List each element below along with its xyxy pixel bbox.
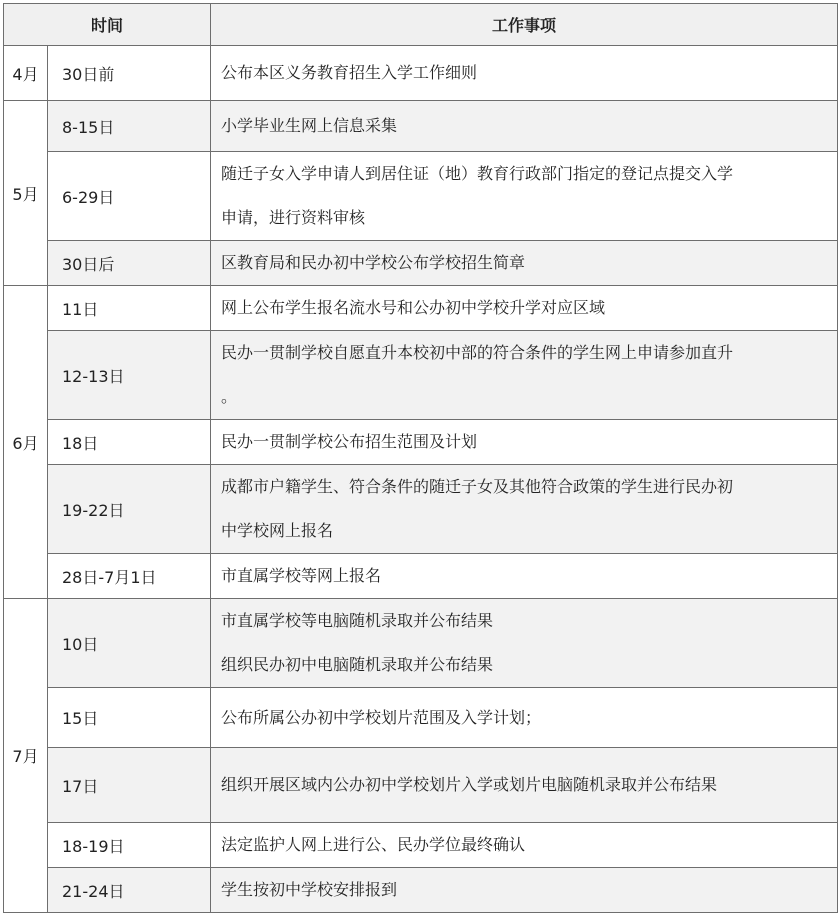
date-cell: 21-24日: [48, 868, 211, 913]
task-line: 公布所属公办初中学校划片范围及入学计划；: [221, 707, 542, 727]
date-cell: 8-15日: [48, 101, 211, 152]
task-cell: [211, 286, 838, 331]
task-line: 民办一贯制学校自愿直升本校初中部的符合条件的学生网上申请参加直升: [221, 343, 734, 362]
table-row: [4, 152, 838, 241]
task-cell: [211, 420, 838, 465]
date-cell: 30日前: [48, 46, 211, 101]
table-row: [4, 286, 838, 331]
table-row: [4, 465, 838, 554]
header-time: 时间: [4, 4, 211, 46]
task-line: 市直属学校等网上报名: [221, 566, 382, 585]
date-cell: 19-22日: [48, 465, 211, 554]
month-cell: 5月: [4, 101, 48, 286]
schedule-table: [3, 3, 838, 913]
table-row: [4, 101, 838, 152]
month-cell: 6月: [4, 286, 48, 599]
task-cell: [211, 152, 838, 241]
task-line: 小学毕业生网上信息采集: [221, 116, 398, 135]
task-line: 随迁子女入学申请人到居住证（地）教育行政部门指定的登记点提交入学: [221, 164, 734, 183]
date-cell: 17日: [48, 748, 211, 823]
table-row: [4, 554, 838, 599]
task-cell: [211, 101, 838, 152]
task-line: 申请，进行资料审核: [221, 208, 366, 227]
task-line: 市直属学校等电脑随机录取并公布结果: [221, 611, 494, 630]
table-row: [4, 748, 838, 823]
month-cell: 4月: [4, 46, 48, 101]
header-row: [4, 4, 838, 46]
task-line: 法定监护人网上进行公、民办学位最终确认: [221, 835, 526, 854]
task-line: 成都市户籍学生、符合条件的随迁子女及其他符合政策的学生进行民办初: [221, 477, 734, 496]
date-cell: 18-19日: [48, 823, 211, 868]
task-cell: [211, 688, 838, 748]
table-row: [4, 599, 838, 688]
task-cell: [211, 331, 838, 420]
schedule-body: [4, 46, 838, 913]
task-line: 中学校网上报名: [221, 521, 334, 540]
task-line: 学生按初中学校安排报到: [221, 880, 398, 899]
task-line: 网上公布学生报名流水号和公办初中学校升学对应区域: [221, 298, 606, 317]
table-row: [4, 688, 838, 748]
task-cell: [211, 465, 838, 554]
task-cell: [211, 868, 838, 913]
task-line: 区教育局和民办初中学校公布学校招生简章: [221, 253, 526, 272]
task-cell: [211, 599, 838, 688]
month-cell: 7月: [4, 599, 48, 913]
task-line: 民办一贯制学校公布招生范围及计划: [221, 432, 478, 451]
task-cell: [211, 554, 838, 599]
date-cell: 18日: [48, 420, 211, 465]
date-cell: 30日后: [48, 241, 211, 286]
table-row: [4, 823, 838, 868]
task-cell: [211, 823, 838, 868]
date-cell: 12-13日: [48, 331, 211, 420]
table-row: [4, 331, 838, 420]
task-cell: [211, 748, 838, 823]
date-cell: 10日: [48, 599, 211, 688]
task-line: 公布本区义务教育招生入学工作细则: [221, 63, 478, 82]
header-work: 工作事项: [211, 4, 838, 46]
task-cell: [211, 241, 838, 286]
table-row: [4, 420, 838, 465]
table-row: [4, 46, 838, 101]
date-cell: 28日-7月1日: [48, 554, 211, 599]
table-row: [4, 868, 838, 913]
date-cell: 6-29日: [48, 152, 211, 241]
task-line: 组织民办初中电脑随机录取并公布结果: [221, 655, 494, 674]
task-line: 。: [221, 387, 238, 406]
date-cell: 15日: [48, 688, 211, 748]
task-cell: [211, 46, 838, 101]
table-row: [4, 241, 838, 286]
task-line: 组织开展区域内公办初中学校划片入学或划片电脑随机录取并公布结果: [221, 775, 718, 794]
date-cell: 11日: [48, 286, 211, 331]
